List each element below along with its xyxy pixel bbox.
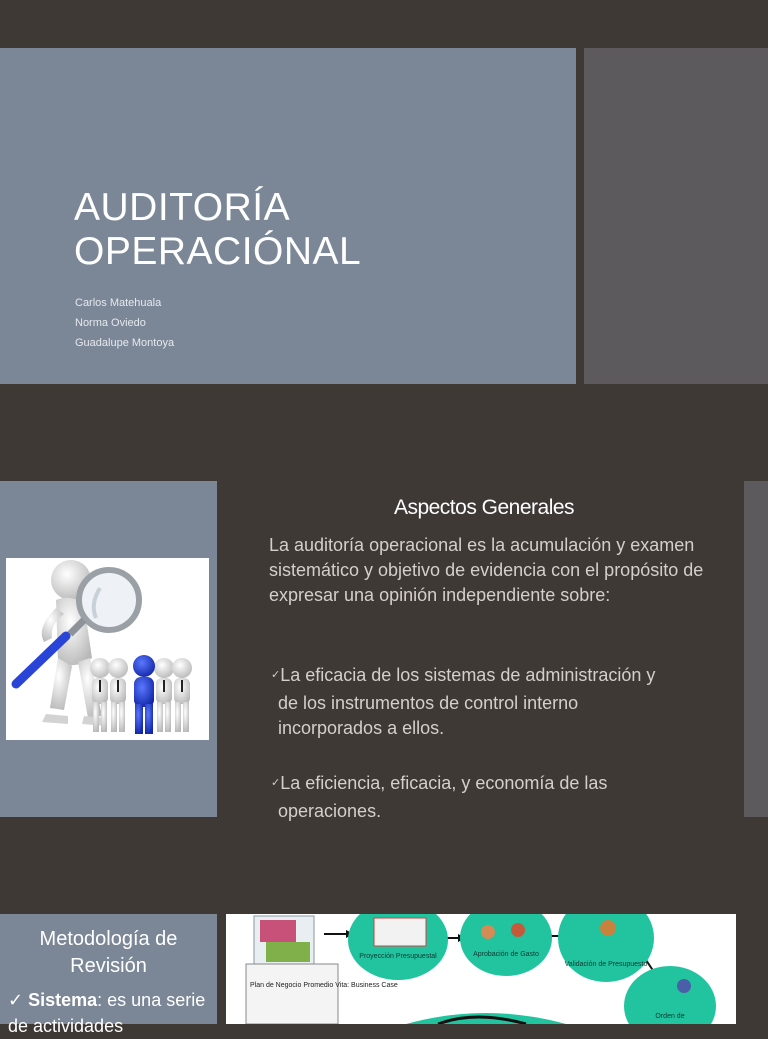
title-line: OPERACIÓNAL xyxy=(74,230,362,273)
slide3-list-item xyxy=(8,987,210,1039)
presentation-title xyxy=(74,186,361,274)
author-name: Norma Oviedo xyxy=(75,317,146,329)
process-diagram xyxy=(226,914,736,1024)
slide2-heading: Aspectos Generales xyxy=(393,496,575,519)
checkmark-icon: ✓ xyxy=(271,669,281,681)
bullet-text: de los instrumentos de control interno xyxy=(278,693,579,713)
item-term: Sistema xyxy=(28,990,98,1010)
diagram-node-3: Validación de Presupuesto xyxy=(564,961,648,968)
diagram-node-4: Orden de xyxy=(655,1013,685,1020)
checkmark-icon: ✓ xyxy=(271,777,281,789)
checkmark-icon: ✓ xyxy=(8,990,24,1010)
slide2-intro-text: La auditoría operacional es la acumulación y examen sistemático y objetivo de evidencia con el propósito de expresar una opinión independiente sobre: xyxy=(269,535,704,605)
slide2-right-panel xyxy=(744,481,768,817)
diagram-node-1: Proyección Presupuestal xyxy=(359,953,437,960)
author-list xyxy=(75,296,174,356)
process-diagram-image xyxy=(226,914,736,1024)
author-name: Guadalupe Montoya xyxy=(75,337,175,349)
title-line: AUDITORÍA xyxy=(74,186,291,229)
bullet-text: La eficacia de los sistemas de administración y xyxy=(280,665,656,685)
bullet-text: incorporados a ellos. xyxy=(278,718,445,738)
bullet-text: La eficiencia, eficacia, y economía de las xyxy=(280,773,608,793)
heading-line: Revisión xyxy=(70,955,147,977)
bullet-item xyxy=(271,771,723,824)
bullet-text: operaciones. xyxy=(278,801,382,821)
heading-line: Metodología de xyxy=(39,928,178,950)
title-slide-side-panel xyxy=(584,48,768,384)
bullet-item xyxy=(271,663,723,741)
slide3-heading xyxy=(0,926,217,980)
magnifier-figure-image xyxy=(6,558,209,740)
diagram-label-plan: Plan de Negocio Promedio Vita: Business Case xyxy=(250,982,398,989)
author-name: Carlos Matehuala xyxy=(75,297,162,309)
magnifier-people-illustration xyxy=(6,558,209,740)
diagram-node-2: Aprobación de Gasto xyxy=(473,951,539,958)
item-description: : es una serie de actividades xyxy=(8,990,206,1036)
